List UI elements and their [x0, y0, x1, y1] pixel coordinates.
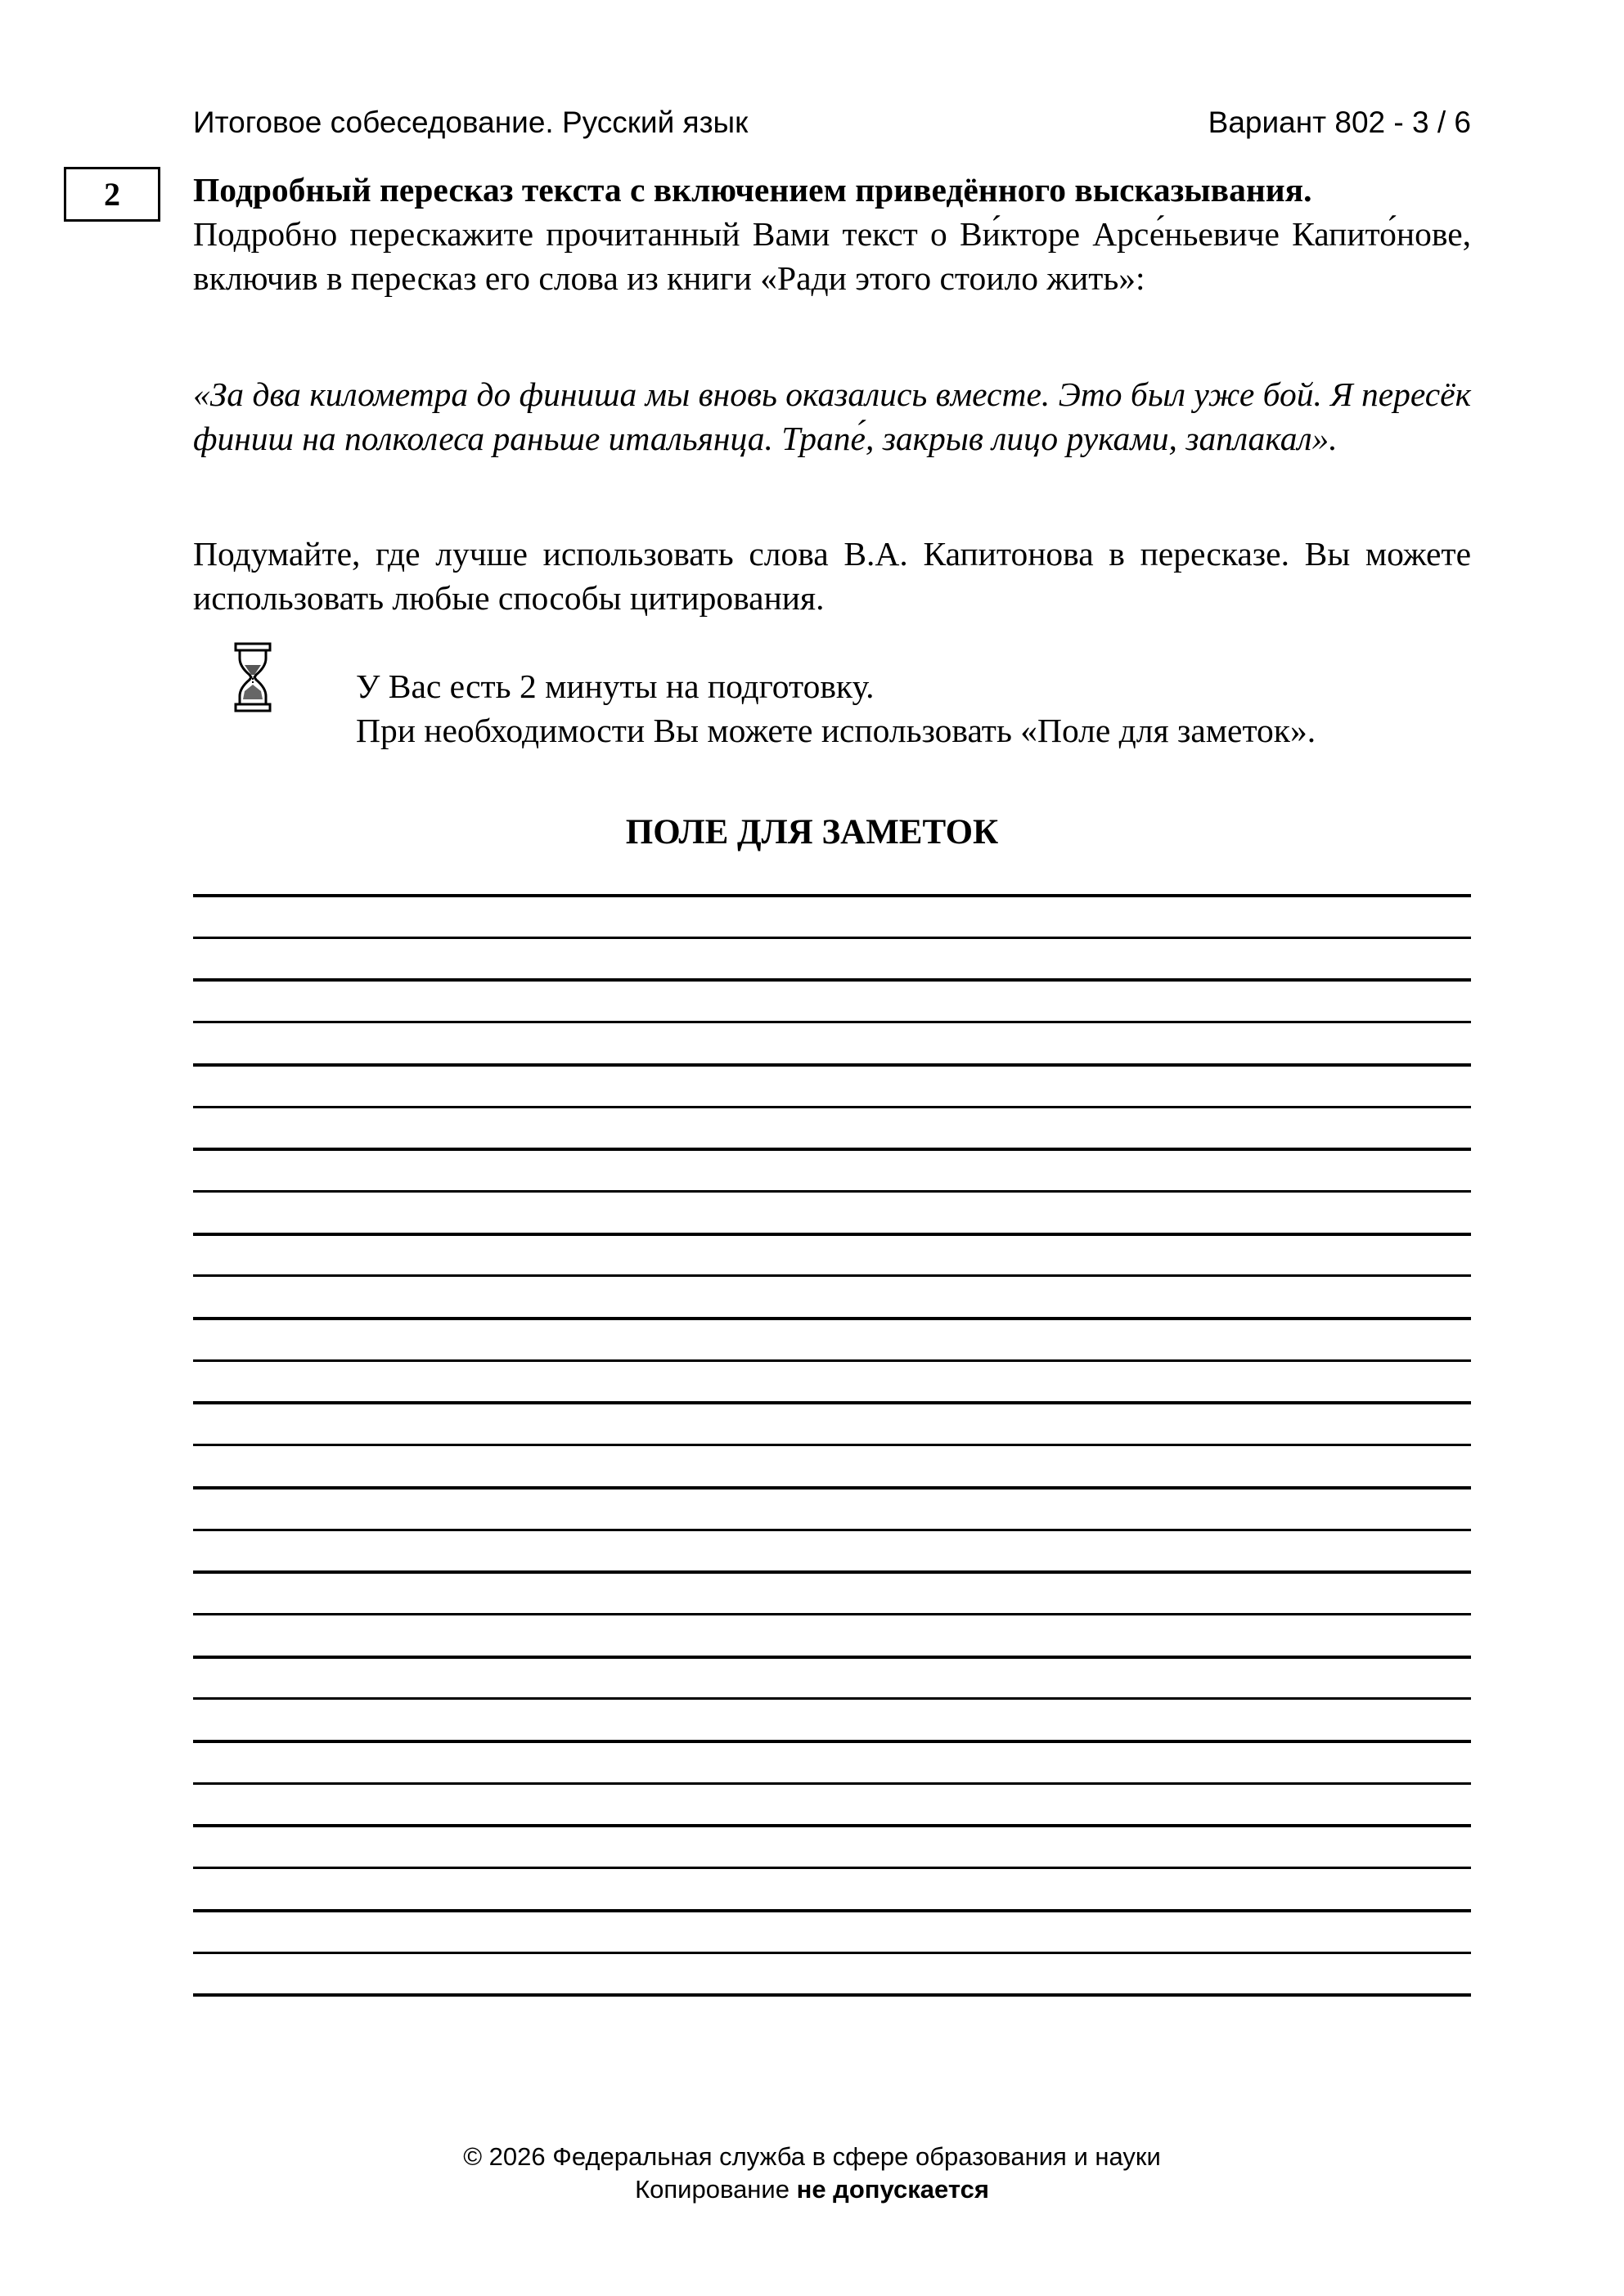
note-line[interactable] — [193, 1148, 1471, 1151]
note-line[interactable] — [193, 1740, 1471, 1743]
note-line[interactable] — [193, 1021, 1471, 1023]
note-line[interactable] — [193, 1867, 1471, 1869]
preparation-time: У Вас есть 2 минуты на подготовку. — [356, 667, 875, 705]
notes-field-title: ПОЛЕ ДЛЯ ЗАМЕТОК — [625, 813, 999, 851]
task-number-box: 2 — [64, 167, 160, 222]
variant-page-number: Вариант 802 - 3 / 6 — [1208, 106, 1471, 139]
notes-hint: При необходимости Вы можете использовать «Поле для заметок». — [356, 712, 1316, 749]
note-line[interactable] — [193, 1697, 1471, 1700]
note-line[interactable] — [193, 1909, 1471, 1912]
note-line[interactable] — [193, 1274, 1471, 1277]
hourglass-icon — [233, 642, 272, 712]
note-line[interactable] — [193, 1233, 1471, 1236]
document-title: Итоговое собеседование. Русский язык — [193, 106, 749, 139]
preparation-note — [356, 664, 1316, 753]
note-line[interactable] — [193, 1359, 1471, 1362]
task-instruction: Подробно перескажите прочитанный Вами текст о Ви́кторе Арсе́ньевиче Капито́нове, включив в пересказ его слова из книги «Ради этого стоило жить»: — [193, 215, 1471, 297]
task-quote: «За два километра до финиша мы вновь оказались вместе. Это был уже бой. Я пересёк финиш на полколеса раньше итальянца. Трапе́, закрыв лицо руками, заплакал». — [193, 375, 1471, 457]
note-line[interactable] — [193, 1782, 1471, 1785]
copy-restriction-prefix: Копирование — [635, 2175, 790, 2204]
note-line[interactable] — [193, 1952, 1471, 1954]
note-line[interactable] — [193, 1486, 1471, 1489]
copy-restriction-bold: не допускается — [796, 2175, 989, 2204]
note-line[interactable] — [193, 937, 1471, 939]
note-line[interactable] — [193, 1570, 1471, 1574]
task-advice: Подумайте, где лучше использовать слова В.А. Капитонова в пересказе. Вы можете использовать любые способы цитирования. — [193, 535, 1471, 617]
note-line[interactable] — [193, 1444, 1471, 1446]
note-line[interactable] — [193, 1401, 1471, 1404]
note-line[interactable] — [193, 1063, 1471, 1067]
copy-restriction — [0, 2173, 1624, 2206]
task-title: Подробный пересказ текста с включением приведённого высказывания. — [193, 171, 1312, 209]
note-line[interactable] — [193, 1529, 1471, 1531]
page-footer — [0, 2141, 1624, 2206]
note-line[interactable] — [193, 1190, 1471, 1193]
note-line[interactable] — [193, 1317, 1471, 1320]
note-line[interactable] — [193, 894, 1471, 897]
note-line[interactable] — [193, 1824, 1471, 1827]
note-line[interactable] — [193, 1106, 1471, 1108]
note-line[interactable] — [193, 1993, 1471, 1997]
note-line[interactable] — [193, 978, 1471, 982]
copyright-notice: © 2026 Федеральная служба в сфере образования и науки — [463, 2142, 1161, 2171]
note-line[interactable] — [193, 1656, 1471, 1659]
note-line[interactable] — [193, 1613, 1471, 1615]
page-header — [193, 102, 1471, 143]
